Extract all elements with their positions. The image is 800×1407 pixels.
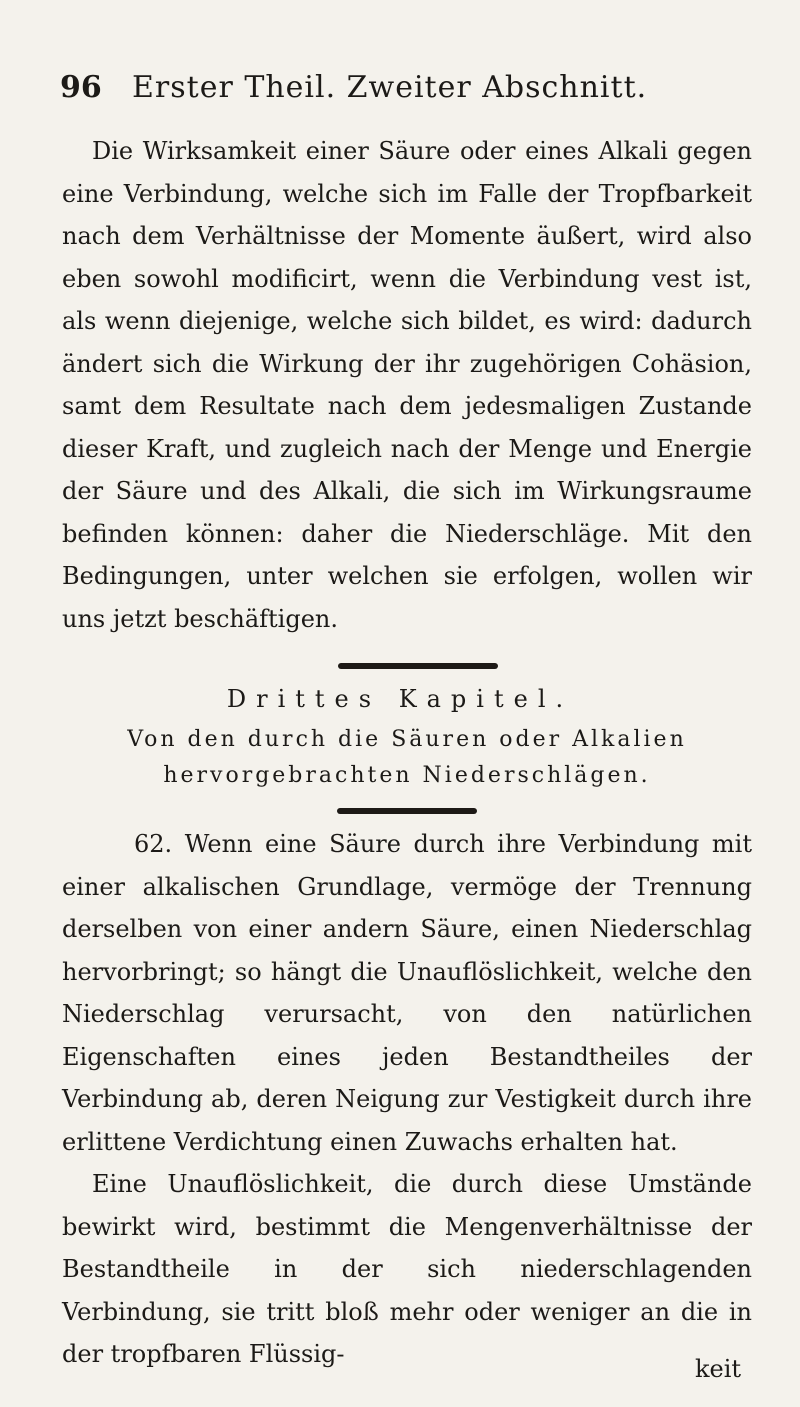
divider-rule-top — [338, 663, 498, 669]
running-header — [60, 70, 710, 110]
section-paragraph-1 — [62, 823, 752, 1163]
divider-rule-bottom — [337, 808, 477, 814]
chapter-title: Drittes Kapitel. — [226, 685, 574, 713]
section-text-block — [62, 823, 752, 1376]
intro-text-block — [62, 130, 752, 640]
section-paragraph-2: Eine Unauflöslichkeit, die durch diese Umstände bewirkt wird, bestimmt die Mengenverhältnisse der Bestandtheile in der sich niederschlagenden Verbindung, sie tritt bloß mehr oder weniger an die in der tropfbaren Flüssig- — [62, 1170, 752, 1368]
running-title: Erster Theil. Zweiter Abschnitt. — [132, 70, 648, 105]
page-number: 96 — [60, 70, 102, 105]
catchword: keit — [695, 1355, 742, 1383]
chapter-subtitle: Von den durch die Säuren oder Alkalien hervorgebrachten Niederschlägen. — [127, 727, 687, 788]
intro-paragraph: Die Wirksamkeit einer Säure oder eines Alkali gegen eine Verbindung, welche sich im Falle der Tropfbarkeit nach dem Verhältnisse der Momente äußert, wird also eben sowohl modificirt, wenn die Verbindung vest ist, als wenn diejenige, welche sich bildet, es wird: dadurch ändert sich die Wirkung der ihr zugehörigen Cohäsion, samt dem Resultate nach dem jedesmaligen Zustande dieser Kraft, und zugleich nach der Menge und Energie der Säure und des Alkali, die sich im Wirkungsraume befinden können: daher die Niederschläge. Mit den Bedingungen, unter welchen sie erfolgen, wollen wir uns jetzt beschäftigen. — [62, 137, 752, 633]
section-number: 62. — [134, 830, 173, 858]
section-paragraph-1-text: Wenn eine Säure durch ihre Verbindung mit einer alkalischen Grundlage, vermöge der Trennung derselben von einer andern Säure, einen Niederschlag hervorbringt; so hängt die Unauflöslichkeit, welche den Niederschlag verursacht, von den natürlichen Eigenschaften eines jeden Bestandtheiles der Verbindung ab, deren Neigung zur Vestigkeit durch ihre erlittene Verdichtung einen Zuwachs erhalten hat. — [62, 830, 752, 1156]
